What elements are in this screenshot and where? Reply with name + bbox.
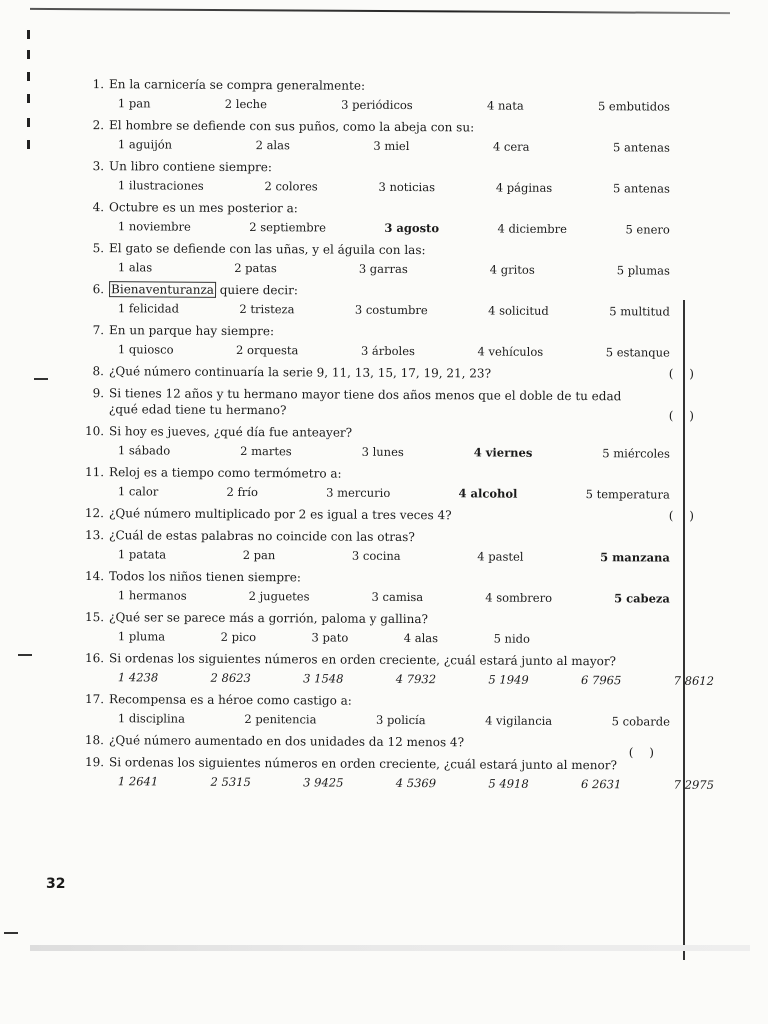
option: 4 5369 — [395, 775, 437, 791]
option: 2 penitencia — [244, 712, 317, 727]
option: 3 policía — [375, 712, 426, 728]
option: 4 alcohol — [458, 486, 518, 501]
question-number: 14. — [84, 569, 105, 584]
question-text: Recompensa es a héroe como castigo a: — [109, 692, 352, 708]
option: 4 vigilancia — [485, 713, 553, 728]
question-text: Todos los niños tienen siempre: — [109, 569, 301, 585]
option: 3 lunes — [361, 444, 404, 459]
question-number: 10. — [84, 424, 105, 439]
option: 1 ilustraciones — [117, 178, 204, 193]
option: 2 alas — [255, 138, 290, 153]
question-15 — [80, 609, 690, 648]
question-text — [109, 281, 690, 301]
option: 2 pan — [242, 547, 276, 563]
option: 1 felicidad — [117, 301, 180, 316]
question-9 — [80, 385, 700, 423]
question-number: 5. — [92, 241, 105, 256]
question-10 — [80, 423, 690, 462]
option: 5 1949 — [488, 672, 529, 687]
question-number: 15. — [84, 610, 105, 625]
option: 1 2641 — [117, 774, 159, 789]
question-number: 4. — [92, 200, 105, 215]
option: 1 disciplina — [117, 711, 185, 726]
question-text: Octubre es un mes posterior a: — [109, 200, 298, 216]
question-number: 17. — [84, 692, 105, 707]
top-rule — [30, 8, 730, 14]
margin-tick — [27, 140, 30, 149]
question-text: El gato se defiende con las uñas, y el águila con las: — [109, 241, 426, 258]
option: 3 periódicos — [341, 97, 413, 113]
option: 3 miel — [373, 138, 410, 154]
page-number: 32 — [46, 876, 66, 892]
option: 5 nido — [493, 631, 530, 646]
question-number: 8. — [92, 364, 105, 379]
question-14 — [80, 568, 690, 607]
option: 5 antenas — [613, 181, 670, 196]
question-16 — [80, 650, 714, 689]
question-number: 3. — [92, 159, 105, 174]
question-number: 6. — [92, 282, 105, 297]
option: 3 mercurio — [326, 485, 391, 500]
question-11 — [80, 464, 690, 503]
option: 5 4918 — [488, 776, 529, 791]
option: 5 manzana — [600, 550, 670, 565]
boxed-word: Bienaventuranza — [109, 281, 216, 298]
option: 2 orquesta — [236, 342, 299, 358]
question-number: 19. — [84, 755, 105, 770]
option: 2 septiembre — [249, 220, 327, 235]
bottom-smudge — [30, 945, 750, 951]
option: 1 patata — [117, 547, 167, 562]
option: 6 7965 — [581, 673, 622, 688]
question-5 — [80, 240, 690, 279]
question-18 — [80, 732, 690, 760]
option: 4 7932 — [395, 671, 437, 687]
option: 7 8612 — [673, 673, 714, 688]
question-8 — [80, 363, 701, 383]
question-text: Si tienes 12 años y tu hermano mayor tiene dos años menos que el doble de tu edad ¿qué edad tiene tu hermano? — [108, 386, 622, 418]
option: 2 pico — [220, 629, 257, 645]
question-number: 13. — [84, 528, 105, 543]
question-number: 16. — [84, 651, 105, 666]
option: 2 8623 — [210, 670, 251, 686]
question-number: 11. — [84, 465, 105, 480]
option: 4 gritos — [489, 262, 535, 277]
option: 3 árboles — [360, 343, 416, 359]
option: 4 alas — [403, 630, 439, 646]
option: 5 embutidos — [597, 99, 670, 114]
question-13 — [80, 527, 690, 566]
question-text: ¿Qué número aumentado en dos unidades da 12 menos 4? — [108, 733, 465, 750]
option: 5 cobarde — [611, 714, 670, 729]
option: 5 plumas — [616, 263, 670, 278]
question-text: ¿Qué ser se parece más a gorrión, paloma y gallina? — [109, 610, 428, 627]
option: 1 aguijón — [117, 137, 173, 152]
question-4 — [80, 199, 690, 238]
margin-tick — [27, 72, 30, 81]
option: 1 calor — [117, 484, 159, 499]
question-text: Un libro contiene siempre: — [109, 159, 273, 175]
margin-tick — [27, 30, 30, 39]
question-number: 9. — [92, 386, 105, 401]
option: 3 9425 — [303, 775, 344, 790]
option: 4 pastel — [477, 549, 524, 564]
question-17 — [80, 691, 690, 730]
option: 4 diciembre — [497, 221, 568, 236]
question-number: 12. — [84, 506, 105, 521]
question-text: El hombre se defiende con sus puños, como la abeja con su: — [109, 118, 475, 135]
question-list — [80, 76, 714, 795]
option: 1 noviembre — [117, 219, 191, 234]
option: 4 cera — [492, 139, 530, 154]
option: 2 tristeza — [239, 301, 295, 317]
option: 5 multitud — [609, 304, 670, 319]
option: 2 leche — [224, 96, 267, 112]
question-text: Reloj es a tiempo como termómetro a: — [109, 465, 342, 481]
option: 3 noticias — [378, 179, 436, 195]
option: 3 costumbre — [354, 302, 428, 318]
option: 3 camisa — [371, 589, 424, 605]
answer-slot[interactable]: ( ) — [668, 408, 700, 423]
question-text: ¿Qué número continuaría la serie 9, 11, 13, 15, 17, 19, 21, 23? — [108, 364, 492, 381]
question-number: 1. — [92, 77, 105, 92]
question-12 — [80, 505, 701, 525]
question-2 — [80, 117, 690, 156]
option: 2 patas — [234, 260, 277, 276]
margin-dash — [4, 932, 18, 934]
option: 1 hermanos — [117, 588, 187, 603]
answer-slot[interactable]: ( ) — [668, 508, 701, 523]
question-text: Si hoy es jueves, ¿qué día fue anteayer? — [109, 424, 353, 440]
option: 5 antenas — [613, 140, 670, 155]
question-text-rest: quiere decir: — [215, 282, 298, 298]
answer-slot[interactable]: ( ) — [668, 366, 701, 381]
option: 4 páginas — [495, 180, 553, 195]
option: 7 2975 — [673, 777, 714, 792]
option: 5 estanque — [605, 345, 670, 360]
option: 3 cocina — [351, 548, 401, 563]
option: 2 juguetes — [248, 589, 310, 604]
question-6 — [80, 281, 690, 320]
margin-tick — [27, 118, 30, 127]
question-7 — [80, 322, 690, 361]
margin-dash — [34, 378, 48, 380]
option: 1 quiosco — [117, 342, 174, 357]
option: 4 solicitud — [488, 303, 549, 318]
question-text: Si ordenas los siguientes números en orden creciente, ¿cuál estará junto al mayor? — [109, 651, 617, 669]
option: 4 sombrero — [485, 590, 553, 605]
option: 1 sábado — [117, 443, 171, 458]
option: 1 pluma — [117, 629, 166, 644]
question-number: 2. — [92, 118, 105, 133]
option: 1 pan — [117, 96, 151, 111]
option: 5 enero — [625, 222, 670, 237]
option: 2 colores — [264, 179, 318, 194]
option: 4 viernes — [473, 445, 533, 460]
question-text: ¿Cuál de estas palabras no coincide con las otras? — [109, 528, 415, 545]
option: 5 temperatura — [585, 487, 670, 502]
option: 3 garras — [358, 261, 408, 277]
option: 3 1548 — [303, 671, 344, 686]
option: 4 nata — [486, 98, 524, 113]
answer-slot[interactable]: ( ) — [628, 745, 660, 760]
margin-dash — [18, 654, 32, 656]
option: 6 2631 — [581, 777, 622, 792]
margin-tick — [27, 94, 30, 103]
question-19 — [80, 754, 714, 793]
option: 2 martes — [240, 443, 292, 459]
option: 4 vehículos — [477, 344, 544, 359]
margin-tick — [27, 50, 30, 59]
option: 1 4238 — [117, 670, 159, 685]
question-number: 18. — [84, 733, 105, 748]
question-text: En la carnicería se compra generalmente: — [109, 77, 366, 93]
question-3 — [80, 158, 690, 197]
option: 2 frío — [226, 484, 258, 500]
question-text: Si ordenas los siguientes números en orden creciente, ¿cuál estará junto al menor? — [109, 755, 617, 773]
question-text: En un parque hay siempre: — [109, 323, 275, 339]
option: 2 5315 — [210, 774, 251, 790]
option: 3 agosto — [384, 220, 440, 236]
question-1 — [80, 76, 690, 115]
option: 3 pato — [311, 630, 349, 645]
question-text: ¿Qué número multiplicado por 2 es igual a tres veces 4? — [108, 506, 452, 523]
option: 5 cabeza — [614, 591, 670, 606]
option: 5 miércoles — [602, 446, 670, 461]
option: 1 alas — [117, 260, 153, 275]
question-number: 7. — [92, 323, 105, 338]
